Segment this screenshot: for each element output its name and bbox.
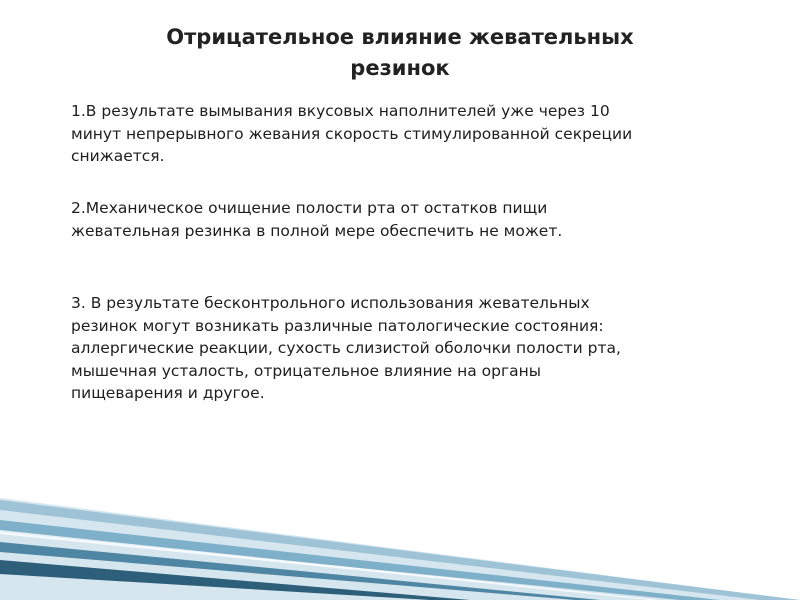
point-2-line-1: 2.Механическое очищение полости рта от остатков пищи	[71, 199, 548, 217]
point-3-line-2: резинок могут возникать различные патологические состояния:	[71, 316, 604, 335]
point-1-line-2: минут непрерывного жевания скорость стимулированной секреции	[71, 124, 633, 143]
point-3-line-3: аллергические реакции, сухость слизистой оболочки полости рта,	[71, 339, 621, 357]
point-3-line-1: 3. В результате бесконтрольного использования жевательных	[71, 294, 590, 312]
point-2	[71, 197, 751, 242]
slide-title-line-1: Отрицательное влияние жевательных	[166, 25, 634, 49]
point-3-line-4: мышечная усталость, отрицательное влияние на органы	[71, 361, 542, 380]
point-1	[71, 100, 751, 168]
point-1-line-1: 1.В результате вымывания вкусовых наполнителей уже через 10	[71, 102, 610, 120]
point-2-line-2: жевательная резинка в полной мере обеспечить не может.	[71, 221, 563, 240]
point-1-line-3: снижается.	[71, 147, 165, 165]
point-3-line-5: пищеварения и другое.	[71, 384, 265, 402]
slide-title	[100, 22, 700, 84]
slide-title-line-2: резинок	[350, 56, 450, 80]
decorative-wave	[0, 470, 800, 600]
point-3	[71, 292, 751, 405]
